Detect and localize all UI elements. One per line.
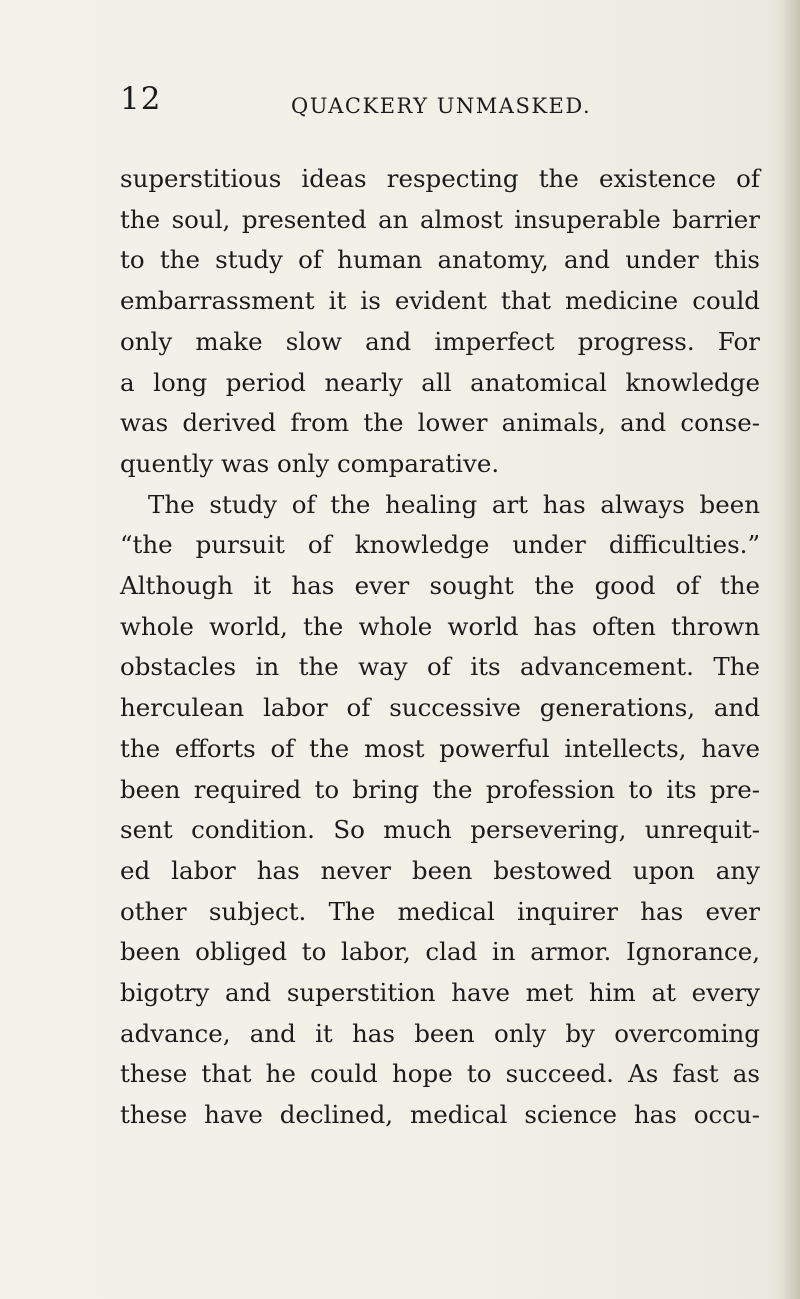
text-line: The study of the healing art has always been [148, 489, 760, 519]
text-line: superstitious ideas respecting the existence of [120, 164, 760, 193]
text-line: these that he could hope to succeed. As fast as [120, 1059, 760, 1089]
text-line: bigotry and superstition have met him at every [120, 978, 760, 1008]
text-line: was derived from the lower animals, and conse- [120, 408, 760, 438]
text-line: embarrassment it is evident that medicine could [120, 286, 760, 316]
text-line: to the study of human anatomy, and under this [120, 245, 760, 275]
page-edge-shadow [782, 0, 800, 1299]
text-line: been obliged to labor, clad in armor. Ignorance, [120, 937, 760, 967]
running-head: QUACKERY UNMASKED. [291, 94, 592, 118]
text-line: other subject. The medical inquirer has ever [120, 896, 760, 926]
text-line: herculean labor of successive generations, and [120, 693, 760, 723]
body-text [120, 159, 760, 1136]
text-line: these have declined, medical science has occu- [120, 1100, 760, 1130]
text-line: “the pursuit of knowledge under difficulties.” [120, 530, 760, 560]
text-line: the soul, presented an almost insuperable barrier [120, 204, 760, 234]
text-line: been required to bring the profession to its pre- [120, 774, 760, 804]
text-line: the efforts of the most powerful intellects, have [120, 733, 760, 763]
text-line: advance, and it has been only by overcoming [120, 1018, 760, 1048]
text-line: whole world, the whole world has often thrown [120, 611, 760, 641]
text-line: a long period nearly all anatomical knowledge [120, 367, 760, 397]
text-line: quently was only comparative. [120, 448, 500, 478]
text-line: Although it has ever sought the good of the [120, 571, 760, 601]
text-line: obstacles in the way of its advancement. The [120, 652, 760, 682]
text-line: sent condition. So much persevering, unrequit- [120, 815, 760, 845]
page-number: 12 [120, 81, 162, 117]
text-line: ed labor has never been bestowed upon any [120, 855, 760, 885]
text-line: only make slow and imperfect progress. For [120, 326, 760, 356]
